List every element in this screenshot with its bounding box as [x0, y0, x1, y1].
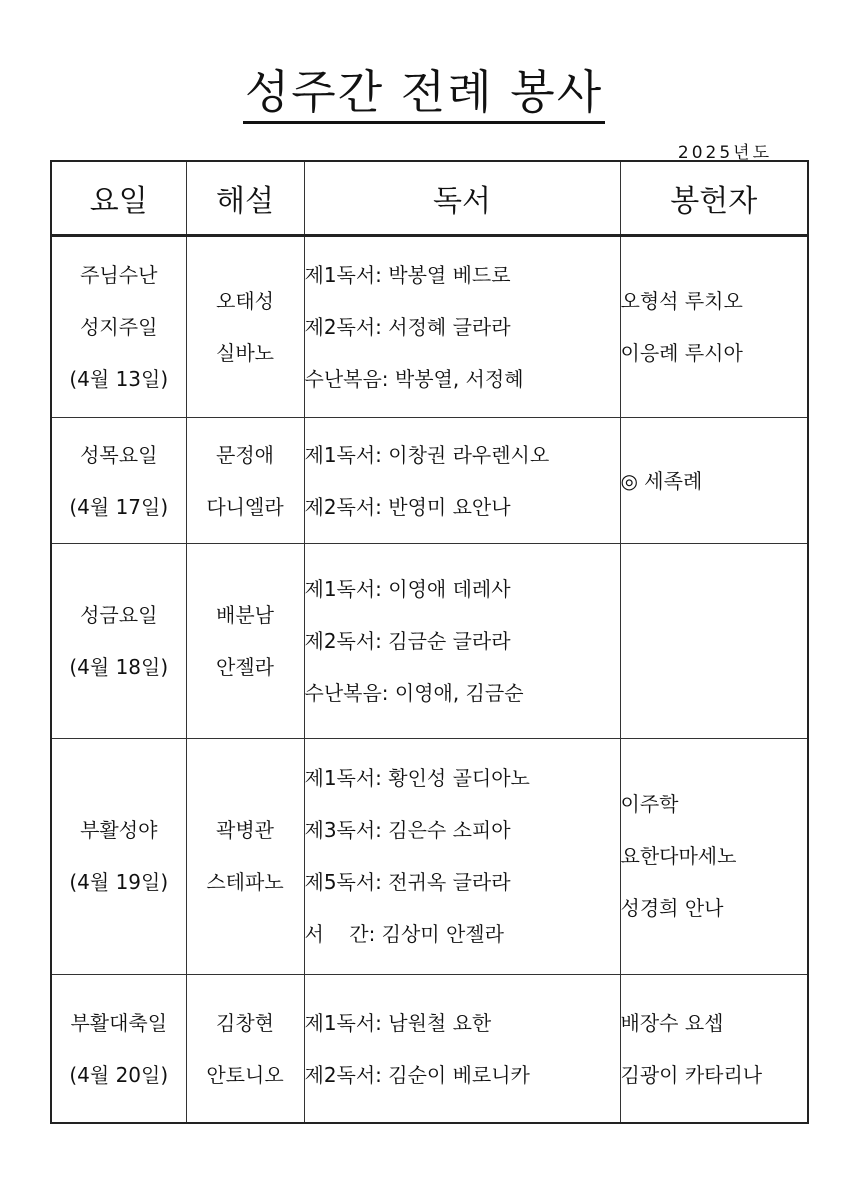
- commentary-name: 오태성: [216, 288, 274, 313]
- commentary-baptismal-name: 다니엘라: [206, 494, 284, 519]
- reading-line: 제1독서: 이창권 라우렌시오: [304, 442, 550, 467]
- day-line: 부활성야: [80, 818, 158, 843]
- date-line: (4월 17일): [69, 494, 169, 519]
- commentary-baptismal-name: 안젤라: [216, 654, 274, 679]
- commentary-baptismal-name: 안토니오: [206, 1062, 284, 1087]
- reading-line: 제3독서: 김은수 소피아: [304, 818, 511, 843]
- table-row: [51, 235, 808, 417]
- date-line: (4월 18일): [69, 654, 169, 679]
- commentary-baptismal-name: 실바노: [216, 340, 274, 365]
- day-line: 주님수난: [80, 262, 158, 287]
- reading-line: 제1독서: 남원철 요한: [304, 1010, 492, 1035]
- day-cell: [51, 544, 186, 738]
- date-line: (4월 20일): [69, 1062, 169, 1087]
- title-text: 성주간 전례 봉사: [243, 65, 605, 124]
- foot-washing-note: ◎ 세족례: [620, 468, 703, 493]
- table-row: [51, 417, 808, 543]
- reading-line: 서 간: 김상미 안젤라: [304, 922, 504, 947]
- offerers-cell: [620, 417, 808, 543]
- day-cell: [51, 417, 186, 543]
- commentary-name: 문정애: [216, 442, 274, 467]
- day-cell: [51, 235, 186, 417]
- offerer-line: 배장수 요셉: [620, 1010, 724, 1035]
- offerers-cell: [620, 738, 808, 975]
- day-line: 성금요일: [80, 602, 158, 627]
- table-row: [51, 975, 808, 1123]
- reading-line: 제1독서: 이영애 데레사: [304, 576, 511, 601]
- commentary-name: 배분남: [216, 602, 274, 627]
- header-offerers: 봉헌자: [620, 161, 808, 235]
- commentary-cell: [186, 235, 304, 417]
- date-line: (4월 19일): [69, 870, 169, 895]
- header-commentary: 해설: [186, 161, 304, 235]
- reading-line: 제2독서: 반영미 요안나: [304, 494, 511, 519]
- reading-line: 제2독서: 김순이 베로니카: [304, 1062, 530, 1087]
- offerers-cell: [620, 544, 808, 738]
- day-cell: [51, 738, 186, 975]
- commentary-cell: [186, 544, 304, 738]
- date-line: (4월 13일): [69, 366, 169, 391]
- table-header-row: [51, 161, 808, 235]
- offerer-line: 김광이 카타리나: [620, 1062, 763, 1087]
- readings-cell: [304, 417, 620, 543]
- offerer-line: 성경희 안나: [620, 896, 724, 921]
- day-line: 성목요일: [80, 442, 158, 467]
- offerer-line: 오형석 루치오: [620, 288, 743, 313]
- reading-line: 제1독서: 황인성 골디아노: [304, 766, 530, 791]
- day-line: 성지주일: [80, 314, 158, 339]
- day-cell: [51, 975, 186, 1123]
- year-label: 2025년도: [677, 143, 772, 163]
- readings-cell: [304, 975, 620, 1123]
- offerer-line: 이주학: [620, 792, 679, 817]
- commentary-name: 곽병관: [216, 818, 274, 843]
- schedule-table: [50, 160, 809, 1124]
- offerers-cell: [620, 235, 808, 417]
- table-row: [51, 544, 808, 738]
- commentary-cell: [186, 738, 304, 975]
- commentary-baptismal-name: 스테파노: [206, 870, 284, 895]
- readings-cell: [304, 738, 620, 975]
- commentary-cell: [186, 975, 304, 1123]
- commentary-cell: [186, 417, 304, 543]
- table-row: [51, 738, 808, 975]
- day-line: 부활대축일: [70, 1010, 168, 1035]
- document-title: [0, 56, 848, 122]
- reading-line: 제2독서: 서정혜 글라라: [304, 314, 511, 339]
- reading-line: 수난복음: 박봉열, 서정혜: [304, 366, 524, 391]
- offerer-line: 요한다마세노: [620, 844, 737, 869]
- reading-line: 수난복음: 이영애, 김금순: [304, 680, 524, 705]
- reading-line: 제1독서: 박봉열 베드로: [304, 262, 511, 287]
- reading-line: 제2독서: 김금순 글라라: [304, 628, 511, 653]
- header-readings: 독서: [304, 161, 620, 235]
- offerers-cell: [620, 975, 808, 1123]
- header-day: 요일: [51, 161, 186, 235]
- readings-cell: [304, 235, 620, 417]
- reading-line: 제5독서: 전귀옥 글라라: [304, 870, 511, 895]
- offerer-line: 이응례 루시아: [620, 340, 743, 365]
- readings-cell: [304, 544, 620, 738]
- commentary-name: 김창현: [216, 1010, 274, 1035]
